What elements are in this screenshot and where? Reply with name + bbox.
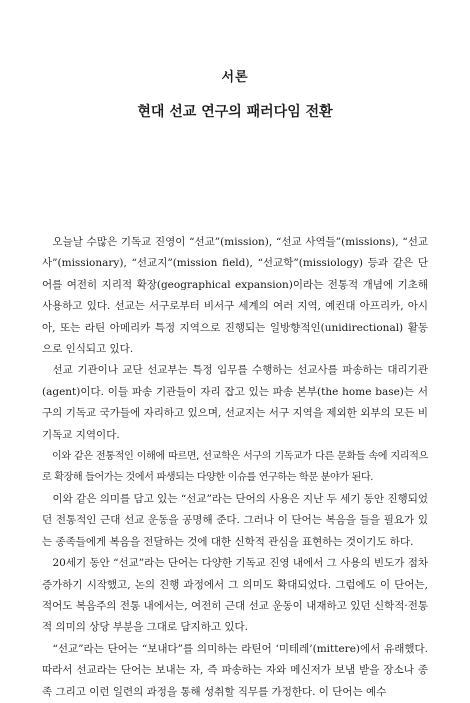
paragraph-1: 오늘날 수많은 기독교 진영이 “선교”(mission), “선교 사역들”(missions), “선교사”(missionary), “선교지”(mission field), “선교학”(missiology) 등과 같은 단어를 여전히 지리적 확장(geographical expansion)이라는 전통적 개념에 기초해 사용하고 있다. 선교는 서구로부터 비서구 세계의 여러 지역, 예컨대 아프리카, 아시아, 또는 라틴 아메리카 특정 지역으로 진행되는 일방향적인(unidirectional) 활동으로 인식되고 있다.	[42, 236, 428, 356]
paragraph-3: 이와 같은 전통적인 이해에 따르면, 선교학은 서구의 기독교가 다른 문화들 속에 지리적으로 확장해 들어가는 것에서 파생되는 다양한 이슈를 연구하는 학문 분야가 된다.	[42, 451, 428, 484]
paragraph-5: 20세기 동안 “선교”라는 단어는 다양한 기독교 진영 내에서 그 사용의 빈도가 점차 증가하기 시작했고, 논의 진행 과정에서 그 의미도 확대되었다. 그럼에도 이 단어는, 적어도 복음주의 전통 내에서는, 여전히 근대 선교 운동이 내재하고 있던 신학적·전통적 의미의 상당 부분을 그대로 담지하고 있다.	[42, 557, 428, 634]
paragraph-4: 이와 같은 의미를 담고 있는 “선교”라는 단어의 사용은 지난 두 세기 동안 진행되었던 전통적인 근대 선교 운동을 공명해 준다. 그러나 이 단어는 복음을 들을 필요가 있는 종족들에게 복음을 전달하는 것에 대한 신학적 관심을 표현하는 것이기도 하다.	[42, 492, 428, 548]
chapter-label: 서론	[221, 70, 249, 85]
paragraph-6: “선교”라는 단어는 “보내다”를 의미하는 라틴어 ‘미테레’(mittere)에서 유래했다. 따라서 선교라는 단어는 보내는 자, 즉 파송하는 자와 메신저가 보냄 받을 장소나 종족 그리고 이런 일련의 과정을 통해 성취할 직무를 가정한다. 이 단어는 예수	[42, 642, 428, 698]
paragraph-2: 선교 기관이나 교단 선교부는 특정 임무를 수행하는 선교사를 파송하는 대리기관(agent)이다. 이들 파송 기관들이 자리 잡고 있는 파송 본부(the home base)는 서구의 기독교 국가들에 자리하고 있으며, 선교지는 서구 지역을 제외한 외부의 모든 비기독교 지역이다.	[42, 364, 428, 441]
chapter-title: 현대 선교 연구의 패러다임 전환	[137, 104, 333, 120]
body-text	[42, 232, 428, 703]
